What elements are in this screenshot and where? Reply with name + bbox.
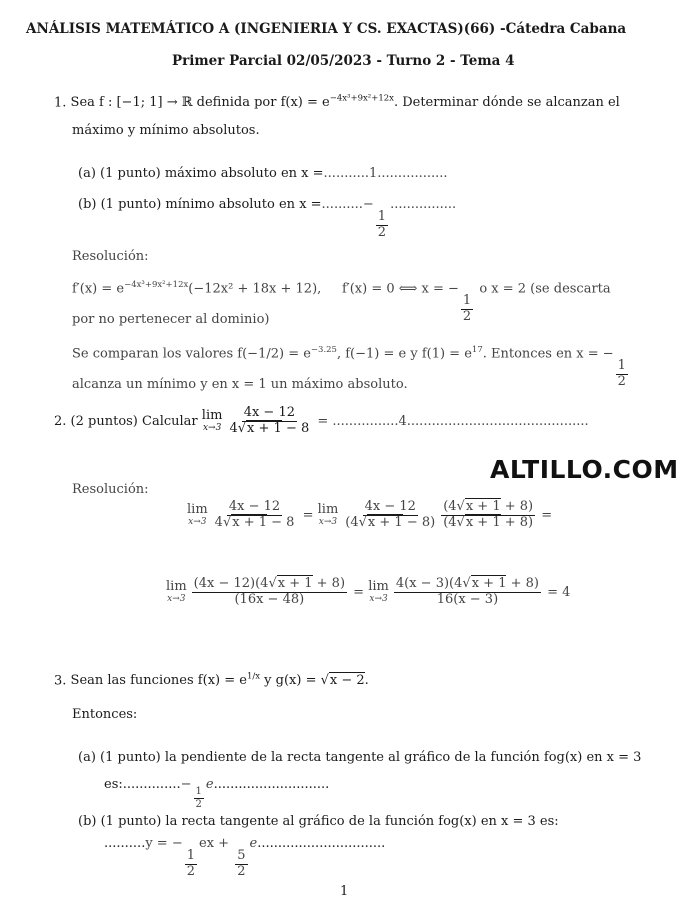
page-subtitle: Primer Parcial 02/05/2023 - Turno 2 - Tema 4 — [172, 53, 515, 69]
answer-line: = ................4............................................ — [317, 413, 589, 429]
resolution-label-2: Resolución: — [72, 482, 149, 497]
question-3 — [54, 672, 369, 688]
answer-b: (b) (1 punto) mínimo absoluto en x =..........− $\frac{1}{2}$ ................ — [78, 197, 457, 240]
question-2 — [54, 406, 589, 437]
resolution-step-2: lim x→3 $\frac{(4x - 12)(4√x + 1 + 8)}{(16x - 48)}$ = lim x→3 $\frac{4(x - 3)(4√x + 1 + 8)}{16(x - 3)}$ = 4 — [166, 576, 571, 607]
question-text: (2 puntos) Calcular — [70, 413, 198, 429]
answer-3b-line2: ..........y = − $\frac{1}{2}$ ex + $\frac{5}{2}$ e............................... — [104, 836, 386, 879]
entonces-label: Entonces: — [72, 707, 138, 722]
derivative-line2: por no pertenecer al dominio) — [72, 312, 270, 327]
resolution-label: Resolución: — [72, 249, 149, 264]
compare-line2: alcanza un mínimo y en x = 1 un máximo absoluto. — [72, 377, 408, 392]
question-text: Sea f : [−1; 1] → ℝ definida por $f(x) = e^{-4x^3+9x^2+12x}$. Determinar dónde se alcanzan el — [70, 94, 620, 111]
question-number: 2. — [54, 413, 67, 429]
question-number: 1. — [54, 95, 67, 111]
answer-3a-line2: es:..............− $\frac{1}{2}$ e............................ — [104, 777, 330, 810]
page-title: ANÁLISIS MATEMÁTICO A (INGENIERIA Y CS. EXACTAS)(66) -Cátedra Cabana — [26, 21, 627, 37]
question-text: Sean las funciones $f(x) = e^{1/x}$ y g(x) = √x − 2. — [70, 672, 369, 689]
question-1 — [54, 94, 620, 110]
limit-fraction: $\frac{4x - 12}{4√x + 1 - 8}$ — [229, 405, 310, 436]
derivative-line: $f'(x) = e^{-4x^3+9x^2+12x}(-12x^2 + 18x + 12)$, f′(x) = 0 ⟺ x = − $\frac{1}{2}$ o x = 2 (se descarta — [72, 280, 611, 325]
answer-a: (a) (1 punto) máximo absoluto en x =...........1................. — [78, 166, 448, 181]
watermark-logo: ALTILLO.COM — [490, 455, 679, 484]
question-number: 3. — [54, 673, 67, 689]
limit-operator: lim x→3 — [201, 408, 223, 433]
question-text-line2: máximo y mínimo absolutos. — [72, 123, 260, 138]
resolution-step-1: lim x→3 $\frac{4x - 12}{4√x + 1 - 8}$ = lim x→3 $\frac{4x - 12}{(4√x + 1 - 8)}$ $\frac{(4√x + 1 + 8)}{(4√x + 1 + 8)}$ = — [187, 499, 553, 530]
answer-3b: (b) (1 punto) la recta tangente al gráfico de la función fog(x) en x = 3 es: — [78, 814, 559, 829]
page-number: 1 — [340, 884, 349, 899]
answer-3a: (a) (1 punto) la pendiente de la recta tangente al gráfico de la función fog(x) en x = 3 — [78, 750, 642, 765]
compare-line: Se comparan los valores $f(-1/2) = e^{-3.25}$, f(−1) = e y $f(1) = e^{17}$. Entonces en x = − $\frac{1}{2}$ — [72, 345, 626, 390]
